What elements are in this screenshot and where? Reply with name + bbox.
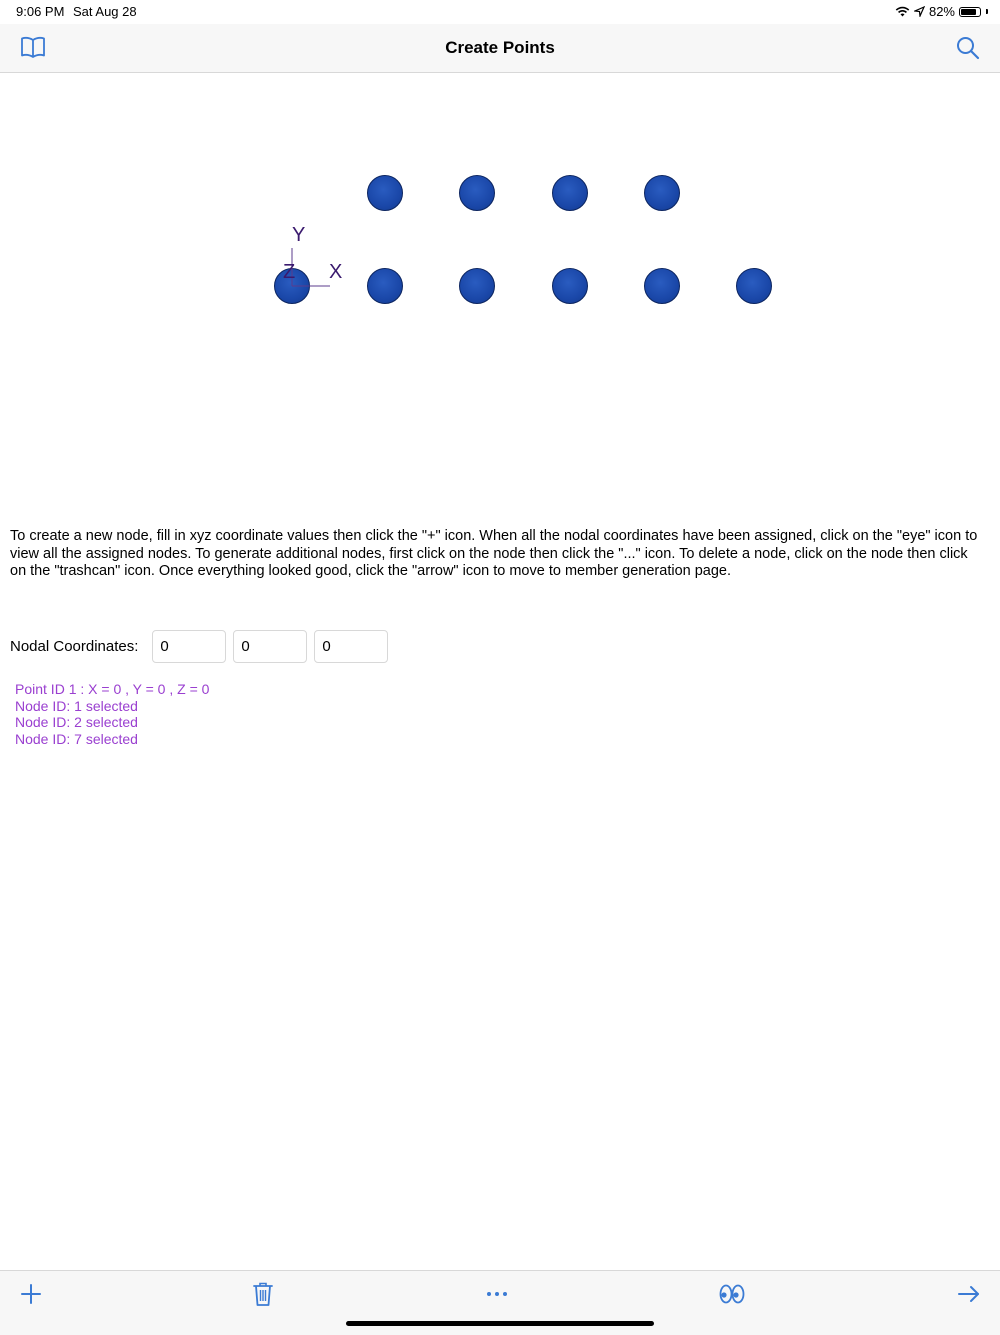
home-indicator (346, 1321, 654, 1326)
page-title: Create Points (445, 38, 555, 57)
status-date: Sat Aug 28 (73, 4, 137, 19)
x-coordinate-input[interactable] (152, 630, 226, 663)
log-line: Node ID: 2 selected (15, 714, 138, 730)
node-canvas[interactable] (0, 73, 1000, 513)
node[interactable] (644, 268, 680, 304)
navigation-bar (0, 24, 1000, 73)
battery-percent: 82% (928, 4, 955, 19)
node[interactable] (459, 268, 495, 304)
log-line: Node ID: 1 selected (15, 697, 138, 714)
arrow-right-icon[interactable] (956, 1281, 982, 1307)
node[interactable] (367, 268, 403, 304)
node[interactable] (644, 175, 680, 211)
y-coordinate-input[interactable] (233, 630, 307, 663)
axis-label-y: Y (292, 224, 306, 246)
node[interactable] (367, 175, 403, 211)
node[interactable] (552, 268, 588, 304)
log-line: Node ID: 7 selected (15, 730, 138, 747)
status-bar (0, 0, 1000, 24)
selection-log (15, 681, 209, 747)
node[interactable] (736, 268, 772, 304)
eye-icon[interactable] (718, 1281, 744, 1307)
status-indicators (895, 4, 988, 19)
axis-label-z: Z (283, 261, 296, 283)
plus-icon[interactable] (18, 1281, 44, 1307)
z-coordinate-input[interactable] (314, 630, 388, 663)
axis-label-x: X (329, 261, 343, 283)
search-icon[interactable] (956, 36, 980, 60)
wifi-icon (895, 6, 910, 17)
status-time: 9:06 PM (16, 4, 65, 19)
node[interactable] (459, 175, 495, 211)
node[interactable] (552, 175, 588, 211)
trash-icon[interactable] (250, 1281, 276, 1307)
more-icon[interactable] (484, 1281, 510, 1307)
coordinates-label: Nodal Coordinates: (10, 638, 139, 655)
location-icon (914, 6, 925, 17)
battery-icon (959, 7, 981, 17)
log-line: Point ID 1 : X = 0 , Y = 0 , Z = 0 (15, 681, 210, 697)
instructions-text: To create a new node, fill in xyz coordinate values then click the "+" icon. When all the nodal coordinates have been assigned, click on the "eye" icon to view all the assigned nodes. To generate additional nodes, first click on the node then click the "..." icon. To delete a node, click on the node then click on the "trashcan" icon. Once everything looked good, click the "arrow" icon to move to member generation page. (10, 528, 978, 579)
coordinates-row (10, 630, 395, 663)
